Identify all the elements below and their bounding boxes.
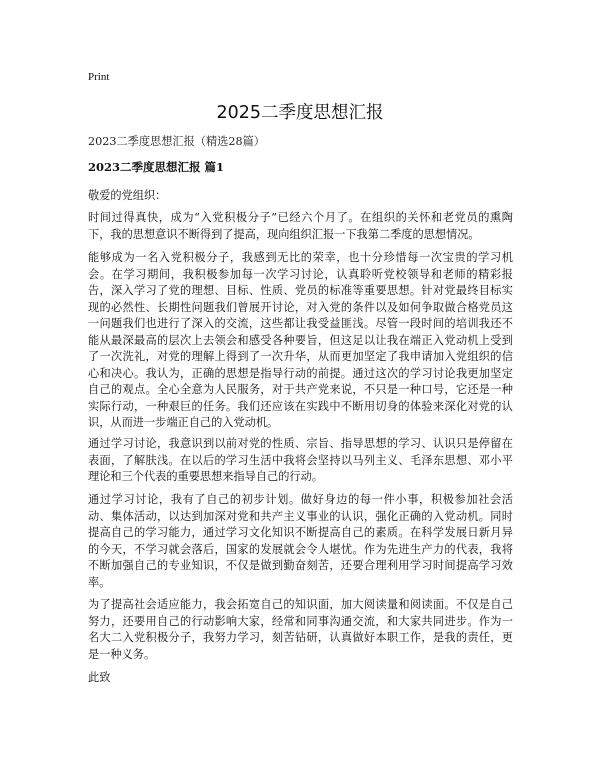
page-title: 2025二季度思想汇报 — [216, 103, 384, 123]
salutation: 敬爱的党组织： — [88, 189, 167, 202]
print-link[interactable]: Print — [88, 71, 110, 83]
paragraph: 通过学习讨论，我意识到以前对党的性质、宗旨、指导思想的学习、认识只是停留在表面，了解肤浅。在以后的学习生活中我将会坚持以马列主义、毛泽东思想、邓小平理论和三个代表的重要思想来指导自己的行动。 — [88, 437, 513, 483]
paragraph: 通过学习讨论，我有了自己的初步计划。做好身边的每一件小事，积极参加社会活动、集体活动，以达到加深对党和共产主义事业的认识，强化正确的入党动机。同时提高自己的学习能力，通过学习文化知识不断提高自己的素质。在科学发展日新月异的今天，不学习就会落后，国家的发展就会令人堪忧。作为先进生产力的代表，我将不断加强自己的专业知识，不仅是做到勤奋刻苦，还要合理利用学习时间提高学习效率。 — [88, 493, 513, 589]
paragraph: 能够成为一名入党积极分子，我感到无比的荣幸，也十分珍惜每一次宝贵的学习机会。在学习期间，我积极参加每一次学习讨论，认真聆听党校领导和老师的精彩报告，深入学习了党的理想、目标、性质、党员的标准等重要思想。针对党最终目标实现的必然性、长期性问题我们曾展开讨论，对入党的条件以及如何争取做合格党员这一问题我们也进行了深入的交流，这些都让我受益匪浅。尽管一段时间的培训我还不能从最深最高的层次上去领会和感受各种要旨，但这足以让我在端正入党动机上受到了一次洗礼，对党的理解上得到了一次升华，从而更加坚定了我申请加入党组织的信心和决心。我认为，正确的思想是指导行动的前提。通过这次的学习讨论我更加坚定自己的观点。全心全意为人民服务，对于共产党来说，不只是一种口号，它还是一种实际行动，一种艰巨的任务。我们还应该在实践中不断用切身的体验来深化对党的认识，从而进一步端正自己的入党动机。 — [88, 251, 513, 429]
document-subtitle: 2023二季度思想汇报（精选28篇） — [88, 135, 265, 148]
paragraph: 为了提高社会适应能力，我会拓宽自己的知识面，加大阅读量和阅读面。不仅是自己努力，还要用自己的行动影响大家，经常和同事沟通交流，和大家共同进步。作为一名大二入党积极分子，我努力学习，刻苦钻研，认真做好本职工作，是我的责任，更是一种义务。 — [88, 598, 513, 661]
closing-line: 此致 — [88, 671, 111, 684]
paragraph: 时间过得真快，成为“入党积极分子”已经六个月了。在组织的关怀和老党员的熏陶下，我的思想意识不断得到了提高，现向组织汇报一下我第二季度的思想情况。 — [88, 211, 513, 241]
section-heading: 2023二季度思想汇报 篇1 — [88, 160, 225, 174]
